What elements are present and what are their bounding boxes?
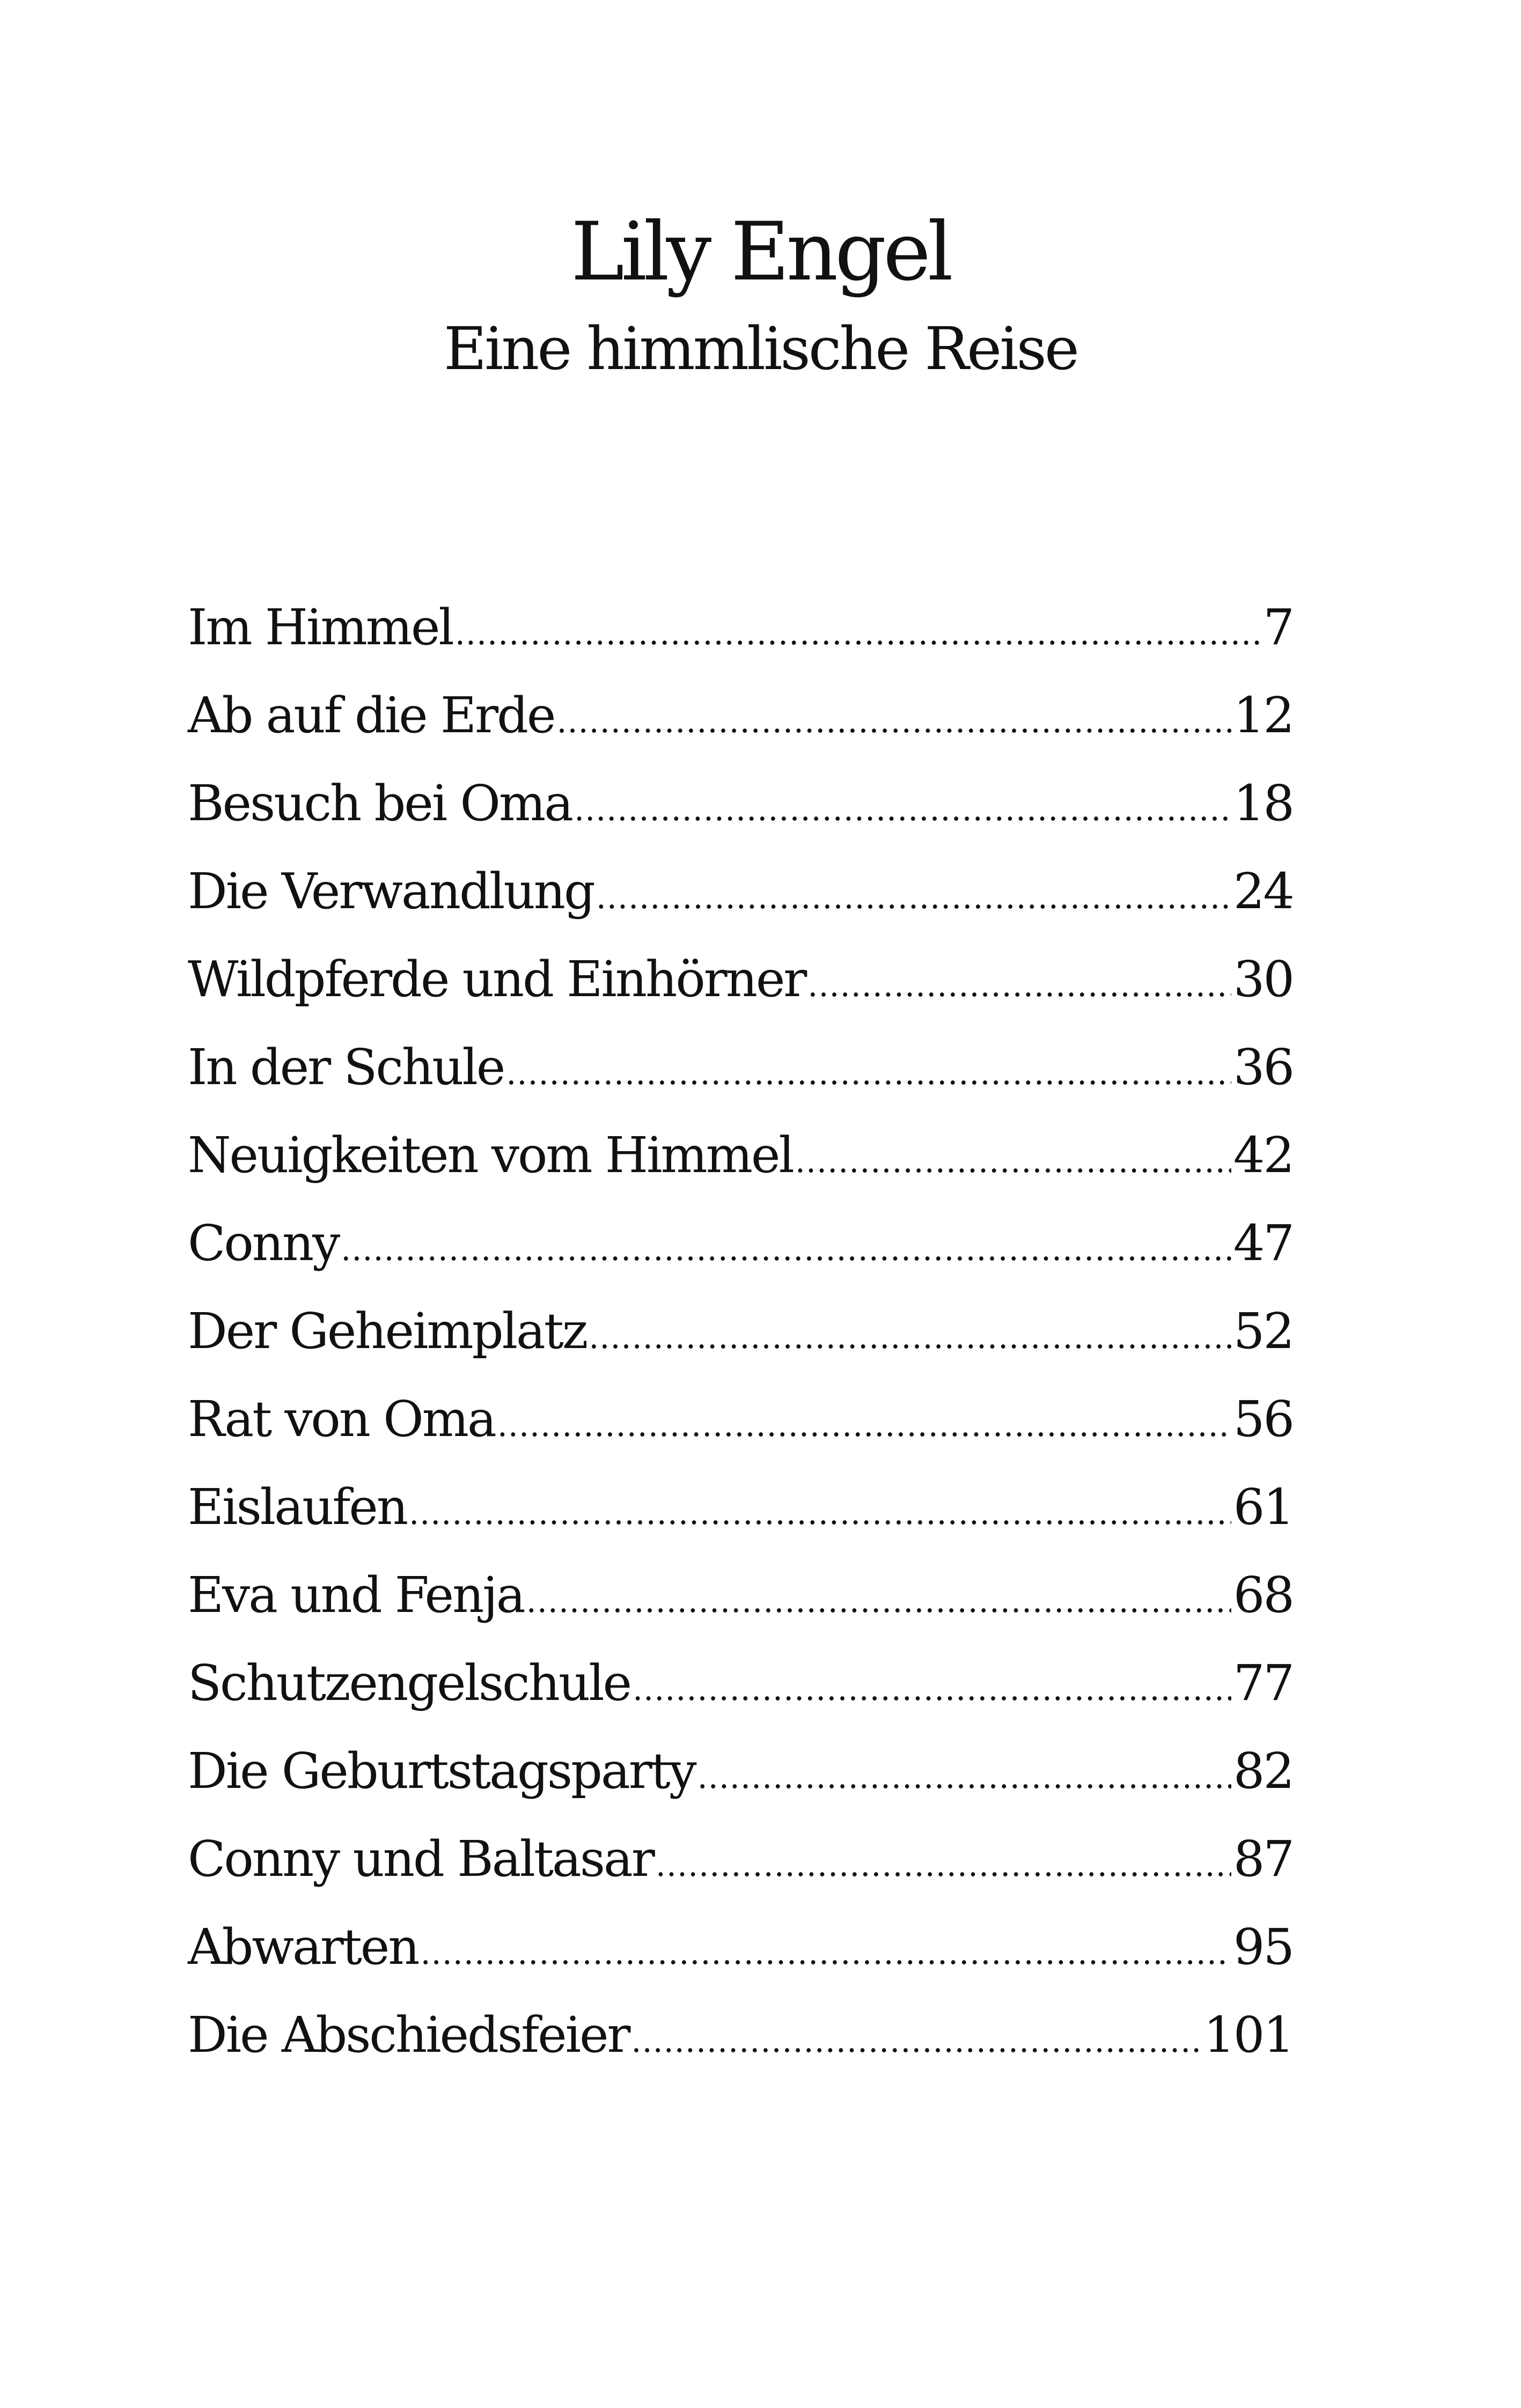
toc-entry-page: 68 xyxy=(1233,1566,1293,1624)
toc-entry-title: Die Geburtstagsparty xyxy=(188,1742,695,1800)
toc-dot-leader xyxy=(526,1560,1231,1630)
toc-entry-page: 24 xyxy=(1233,863,1293,920)
toc-entry xyxy=(188,1209,1293,1297)
toc-entry-title: Abwarten xyxy=(188,1918,418,1976)
toc-entry xyxy=(188,1912,1293,2000)
toc-entry-title: Eva und Fenja xyxy=(188,1566,524,1624)
toc-entry-title: Conny xyxy=(188,1214,339,1272)
toc-entry xyxy=(188,857,1293,945)
toc-dot-leader xyxy=(596,857,1231,926)
toc-dot-leader xyxy=(633,1648,1231,1718)
toc-entry xyxy=(188,1033,1293,1121)
toc-dot-leader xyxy=(455,593,1261,662)
toc-dot-leader xyxy=(631,2000,1202,2070)
toc-dot-leader xyxy=(574,769,1231,838)
toc-entry-page: 42 xyxy=(1233,1126,1293,1184)
toc-dot-leader xyxy=(421,1912,1231,1982)
toc-entry-title: In der Schule xyxy=(188,1039,504,1096)
book-author: Lily Engel xyxy=(571,205,950,299)
toc-entry-title: Neuigkeiten vom Himmel xyxy=(188,1126,793,1184)
toc-entry-title: Die Verwandlung xyxy=(188,863,594,920)
toc-entry-page: 52 xyxy=(1233,1302,1293,1360)
toc-entry-page: 7 xyxy=(1263,599,1293,656)
toc-entry xyxy=(188,681,1293,769)
toc-entry-page: 101 xyxy=(1203,2006,1293,2064)
book-title: Eine himmlische Reise xyxy=(444,314,1077,383)
toc-entry-title: Ab auf die Erde xyxy=(188,687,555,744)
toc-dot-leader xyxy=(589,1297,1231,1366)
toc-entry xyxy=(188,1736,1293,1824)
toc-entry-page: 95 xyxy=(1233,1918,1293,1976)
toc-entry-title: Conny und Baltasar xyxy=(188,1830,653,1888)
toc-entry xyxy=(188,1385,1293,1472)
toc-entry-page: 18 xyxy=(1233,775,1293,832)
toc-entry xyxy=(188,1297,1293,1385)
toc-dot-leader xyxy=(556,681,1231,750)
toc-entry xyxy=(188,2000,1293,2088)
toc-entry-title: Eislaufen xyxy=(188,1478,407,1536)
toc-dot-leader xyxy=(341,1209,1231,1278)
toc-dot-leader xyxy=(497,1385,1231,1454)
toc-entry xyxy=(188,1648,1293,1736)
toc-entry-title: Der Geheimplatz xyxy=(188,1302,587,1360)
table-of-contents xyxy=(188,593,1293,2088)
toc-dot-leader xyxy=(656,1824,1231,1894)
toc-entry-page: 61 xyxy=(1233,1478,1293,1536)
toc-entry-page: 36 xyxy=(1233,1039,1293,1096)
toc-dot-leader xyxy=(409,1472,1231,1542)
toc-entry xyxy=(188,1121,1293,1209)
toc-entry-page: 47 xyxy=(1233,1214,1293,1272)
toc-entry-page: 56 xyxy=(1233,1390,1293,1448)
toc-entry-page: 12 xyxy=(1233,687,1293,744)
toc-entry-title: Wildpferde und Einhörner xyxy=(188,951,806,1008)
toc-entry-page: 77 xyxy=(1233,1654,1293,1712)
toc-dot-leader xyxy=(807,945,1231,1014)
toc-entry xyxy=(188,945,1293,1033)
toc-entry-title: Rat von Oma xyxy=(188,1390,495,1448)
toc-entry-page: 87 xyxy=(1233,1830,1293,1888)
toc-entry xyxy=(188,1560,1293,1648)
toc-entry xyxy=(188,1472,1293,1560)
toc-entry-page: 82 xyxy=(1233,1742,1293,1800)
toc-dot-leader xyxy=(795,1121,1231,1190)
toc-entry-title: Die Abschiedsfeier xyxy=(188,2006,629,2064)
toc-entry xyxy=(188,593,1293,681)
toc-entry-title: Besuch bei Oma xyxy=(188,775,572,832)
toc-entry-title: Schutzengelschule xyxy=(188,1654,631,1712)
toc-entry-title: Im Himmel xyxy=(188,599,453,656)
toc-dot-leader xyxy=(506,1033,1231,1102)
toc-dot-leader xyxy=(697,1736,1231,1806)
toc-entry-page: 30 xyxy=(1233,951,1293,1008)
toc-entry xyxy=(188,1824,1293,1912)
toc-entry xyxy=(188,769,1293,857)
